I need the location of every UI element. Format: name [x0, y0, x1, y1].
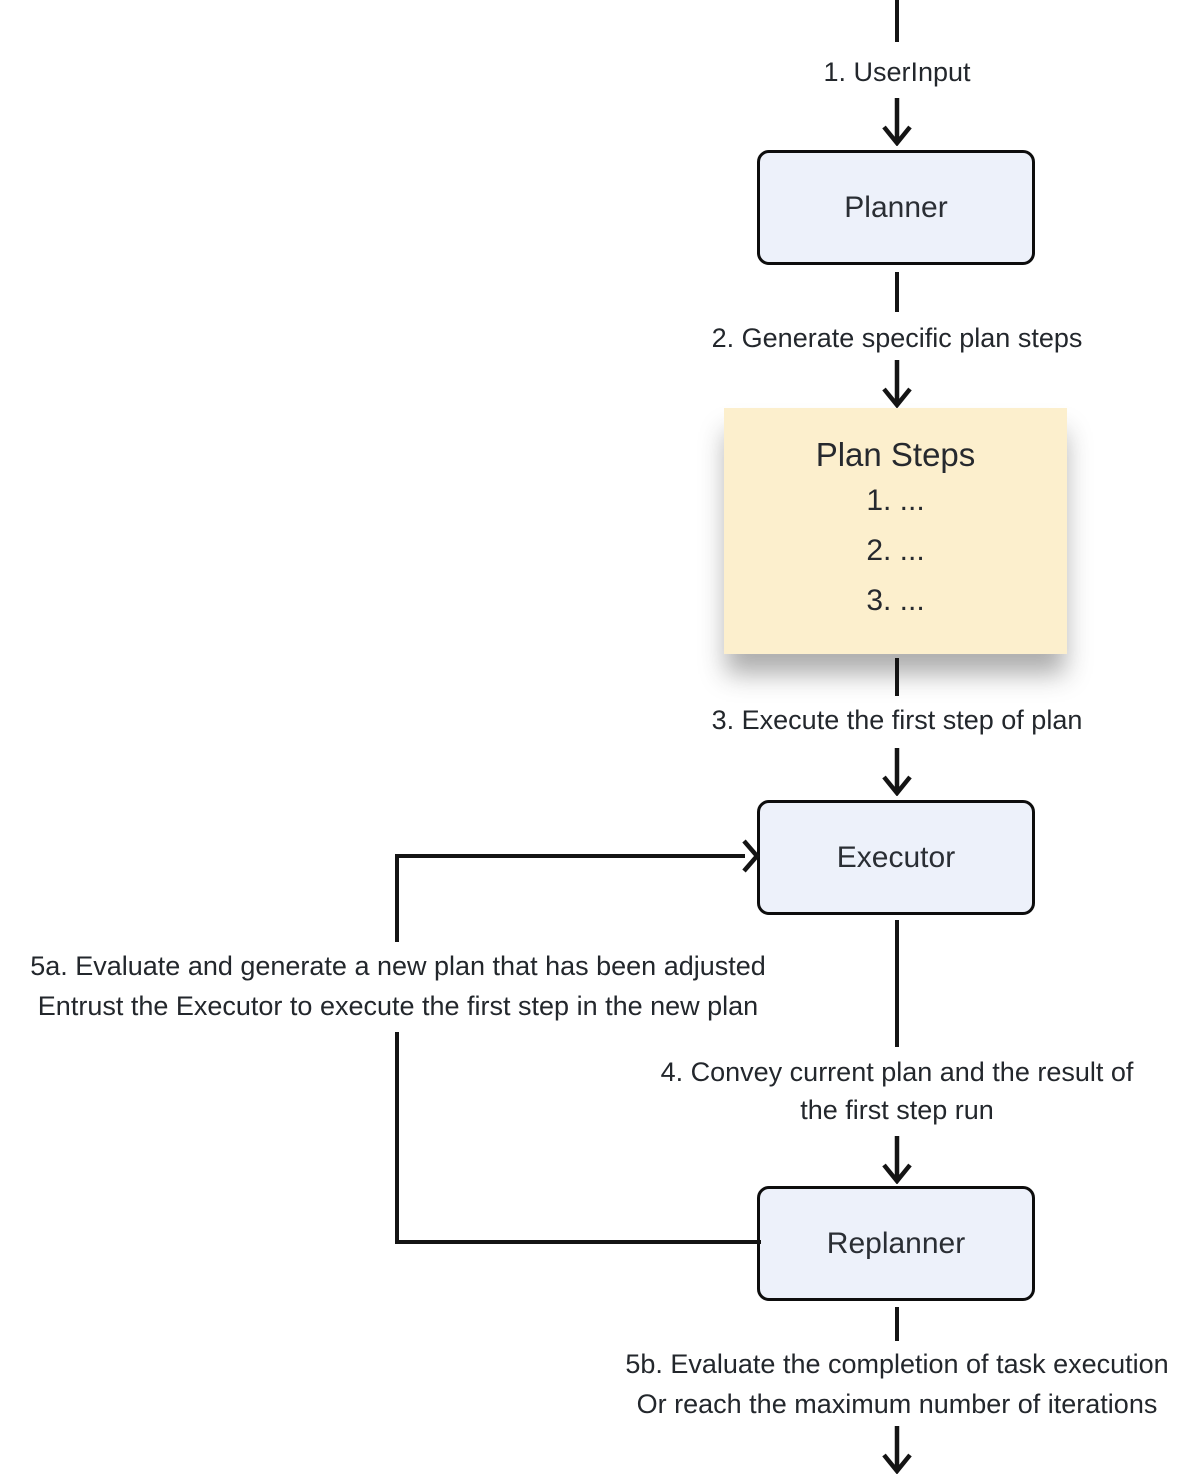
- node-replanner: [757, 1186, 1035, 1301]
- edge-label-evaluate-completion-line2: Or reach the maximum number of iterations: [636, 1389, 1158, 1419]
- edge-label-evaluate-completion: [597, 1344, 1192, 1424]
- loop-vertical-line-upper: [395, 854, 399, 942]
- node-replanner-label: Replanner: [826, 1226, 966, 1260]
- arrow-down-icon: [879, 98, 915, 146]
- node-plan-steps: [724, 408, 1067, 654]
- arrow-down-icon: [879, 1136, 915, 1184]
- edge-label-convey-result-line2: the first step run: [800, 1095, 994, 1125]
- edge-label-execute-first-step: 3. Execute the first step of plan: [711, 705, 1083, 735]
- loop-vertical-line-lower: [395, 1032, 399, 1244]
- node-planner: [757, 150, 1035, 265]
- edge-label-userinput: 1. UserInput: [823, 57, 971, 87]
- edge-label-convey-result-line1: 4. Convey current plan and the result of: [660, 1057, 1134, 1087]
- edge-label-replan-line2: Entrust the Executor to execute the first step in the new plan: [37, 991, 759, 1021]
- edge-top-line: [895, 0, 899, 42]
- edge-label-replan-line1: 5a. Evaluate and generate a new plan that has been adjusted: [30, 951, 766, 981]
- arrow-down-icon: [879, 748, 915, 796]
- edge-label-evaluate-completion-line1: 5b. Evaluate the completion of task execution: [625, 1349, 1169, 1379]
- plan-step-item: 1. ...: [866, 484, 925, 517]
- edge-label-replan: [0, 946, 796, 1026]
- node-executor: [757, 800, 1035, 915]
- arrow-down-icon: [879, 1426, 915, 1474]
- node-executor-label: Executor: [836, 840, 956, 874]
- loop-top-line: [395, 854, 745, 858]
- arrow-down-icon: [879, 360, 915, 408]
- plan-step-item: 3. ...: [866, 584, 925, 617]
- plan-steps-title: Plan Steps: [815, 436, 976, 473]
- node-planner-label: Planner: [844, 190, 948, 224]
- edge-plansteps-line: [895, 658, 899, 696]
- plan-step-item: 2. ...: [866, 534, 925, 567]
- loop-bottom-line: [395, 1240, 761, 1244]
- edge-executor-line: [895, 920, 899, 1047]
- arrow-right-icon: [742, 839, 760, 873]
- edge-replanner-line: [895, 1307, 899, 1341]
- edge-label-generate-plan: 2. Generate specific plan steps: [711, 323, 1083, 353]
- edge-planner-line: [895, 272, 899, 312]
- edge-label-convey-result: [597, 1053, 1192, 1129]
